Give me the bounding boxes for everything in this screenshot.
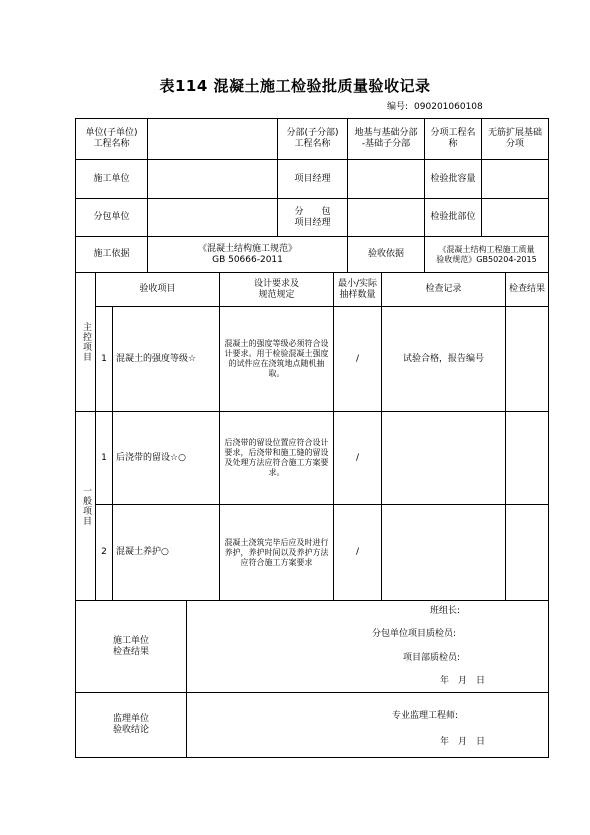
contractor-check-label: 施工单位 检查结果 — [112, 635, 149, 657]
project-manager-value — [348, 160, 424, 198]
sub-item-label: 分项工程名 称 — [430, 128, 476, 149]
unit-project-label: 单位(子单位) 工程名称 — [85, 128, 138, 149]
sub-project-manager-label: 分 包 项目经理 — [294, 206, 331, 228]
contractor-date: 年 月 日 — [440, 676, 486, 686]
construction-basis-label: 施工依据 — [93, 249, 130, 259]
contractor-label: 施工单位 — [93, 173, 130, 184]
row-2-design: 后浇带的留设位置应符合设计要求，后浇带和施工缝的留设及处理方法应符合施工方案要求。 — [224, 438, 329, 477]
project-manager-label: 项目经理 — [294, 173, 331, 184]
row-3-sample: / — [355, 547, 360, 557]
sub-item-value: 无筋扩展基础 分项 — [487, 128, 542, 149]
row-2-no: 1 — [101, 452, 107, 463]
col-header-sample: 最小/实际 抽样数量 — [337, 278, 378, 300]
document-number — [387, 99, 489, 112]
row-2-name: 后浇带的留设☆○ — [116, 452, 186, 463]
page-title: 表114 混凝土施工检验批质量验收记录 — [159, 77, 431, 95]
doc-no-value: 090201060108 — [414, 102, 483, 112]
row-1-record: 试验合格，报告编号 — [402, 353, 484, 364]
col-header-design: 设计要求及 规范规定 — [253, 278, 299, 300]
doc-no-label: 编号: — [387, 102, 409, 112]
batch-location-label: 检验批部位 — [430, 212, 476, 222]
batch-capacity-label: 检验批容量 — [430, 173, 476, 184]
section-main-control: 主控项目 — [81, 322, 91, 362]
contractor-value — [148, 160, 277, 198]
row-3-result — [506, 505, 548, 600]
supervisor-check-label: 监理单位 验收结论 — [112, 714, 149, 735]
batch-location-value — [482, 199, 548, 236]
subcontractor-label: 分包单位 — [93, 212, 130, 222]
row-3-name: 混凝土养护○ — [116, 547, 169, 557]
construction-basis-value: 《混凝土结构施工规范》 GB 50666-2011 — [197, 243, 297, 265]
row-3-no: 2 — [101, 547, 107, 557]
row-2-result — [506, 412, 548, 504]
supervisor-engineer-label: 专业监理工程师: — [392, 711, 459, 721]
row-1-sample: / — [355, 353, 360, 364]
team-leader-label: 班组长: — [430, 606, 461, 616]
supervisor-date: 年 月 日 — [440, 737, 486, 747]
subdivision-value: 地基与基础分部 -基础子分部 — [354, 128, 418, 149]
acceptance-basis-value: 《混凝土结构工程施工质量 验收规范》GB50204-2015 — [436, 244, 537, 264]
row-1-name: 混凝土的强度等级☆ — [116, 353, 197, 364]
col-header-result: 检查结果 — [508, 284, 545, 294]
sub-project-manager-value — [348, 199, 424, 236]
col-header-item: 验收项目 — [139, 284, 176, 294]
section-general: 一般项目 — [81, 486, 91, 526]
subdivision-label: 分部(子分部) 工程名称 — [286, 128, 339, 149]
row-1-result — [506, 307, 548, 411]
batch-capacity-value — [482, 160, 548, 198]
subcontractor-value — [148, 199, 277, 236]
unit-project-value — [148, 119, 277, 159]
row-2-record — [382, 412, 505, 504]
project-inspector-label: 项目部质检员: — [403, 653, 461, 663]
row-1-no: 1 — [101, 353, 107, 364]
row-2-sample: / — [355, 452, 360, 463]
row-3-record — [382, 505, 505, 600]
acceptance-basis-label: 验收依据 — [367, 249, 404, 259]
sub-inspector-label: 分包单位项目质检员: — [372, 629, 457, 639]
row-3-design: 混凝土浇筑完毕后应及时进行养护，养护时间以及养护方法应符合施工方案要求 — [224, 537, 329, 567]
col-header-record: 检查记录 — [425, 284, 462, 294]
row-1-design: 混凝土的强度等级必须符合设计要求。用于检验混凝土强度的试件应在浇筑地点随机抽取。 — [224, 339, 329, 378]
